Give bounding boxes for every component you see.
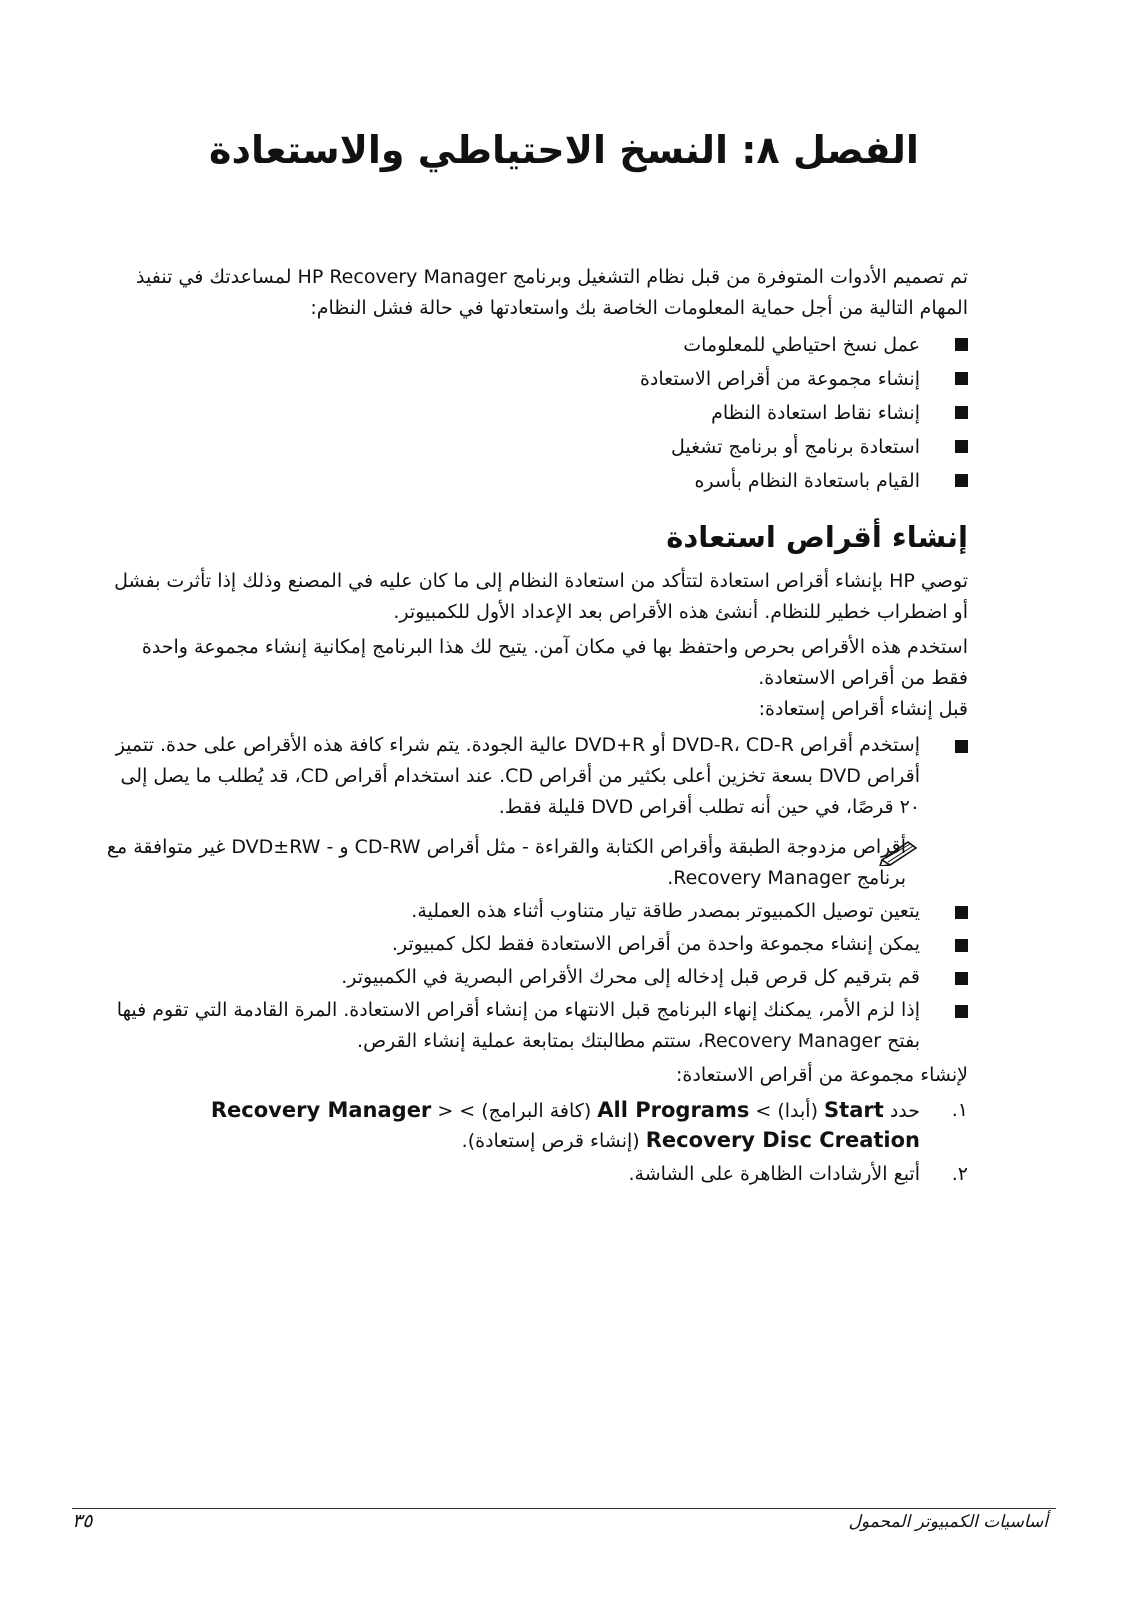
bullet-square-icon bbox=[955, 906, 968, 919]
bullet-square-icon bbox=[955, 474, 968, 487]
list-item: إستخدم أقراص DVD-R، CD-R أو DVD+R عالية الجودة. يتم شراء كافة هذه الأقراص على حدة. تتميز أقراص DVD بسعة تخزين أعلى بكثير من أقراص CD. عند استخدام أقراص CD، قد يُطلب ما يصل إلى ٢٠ قرصًا، في حين أنه تطلب أقراص DVD قليلة فقط. bbox=[110, 730, 968, 823]
steps-list bbox=[110, 1096, 968, 1193]
bullet-square-icon bbox=[955, 372, 968, 385]
usage-paragraph: استخدم هذه الأقراص بحرص واحتفظ بها في مكان آمن. يتيح لك هذا البرنامج إمكانية إنشاء مجموعة واحدة فقط من أقراص الاستعادة. bbox=[141, 636, 968, 689]
media-bullet-list bbox=[110, 730, 968, 823]
create-label: لإنشاء مجموعة من أقراص الاستعادة: bbox=[676, 1064, 968, 1086]
recovery-manager-label: Recovery Manager bbox=[210, 1098, 432, 1122]
page-number: ٣٥ bbox=[72, 1510, 93, 1532]
note-text: أقراص مزدوجة الطبقة وأقراص الكتابة والقراءة - مثل أقراص CD-RW و - DVD±RW غير متوافقة مع برنامج Recovery Manager. bbox=[106, 836, 906, 889]
bullet-square-icon bbox=[955, 740, 968, 753]
list-item: إنشاء نقاط استعادة النظام bbox=[110, 396, 968, 430]
list-item: قم بترقيم كل قرص قبل إدخاله إلى محرك الأقراص البصرية في الكمبيوتر. bbox=[110, 962, 968, 993]
bullet-square-icon bbox=[955, 972, 968, 985]
list-item: يتعين توصيل الكمبيوتر بمصدر طاقة تيار متناوب أثناء هذه العملية. bbox=[110, 896, 968, 927]
requirements-bullet-list bbox=[110, 896, 968, 1057]
footer-divider bbox=[72, 1508, 1056, 1509]
step-number: ٢. bbox=[951, 1163, 968, 1185]
recommendation-paragraph: توصي HP بإنشاء أقراص استعادة لتتأكد من استعادة النظام إلى ما كان عليه في المصنع وذلك إذا تأثرت بفشل أو اضطراب خطير للنظام. أنشئ هذه الأقراص بعد الإعداد الأول للكمبيوتر. bbox=[114, 570, 968, 623]
bullet-square-icon bbox=[955, 338, 968, 351]
start-menu-label: Start bbox=[824, 1098, 884, 1122]
bullet-square-icon bbox=[955, 406, 968, 419]
list-item: إنشاء مجموعة من أقراص الاستعادة bbox=[110, 362, 968, 396]
step-number: ١. bbox=[951, 1099, 968, 1121]
intro-paragraph: تم تصميم الأدوات المتوفرة من قبل نظام التشغيل وبرنامج HP Recovery Manager لمساعدتك في تنفيذ المهام التالية من أجل حماية المعلومات الخاصة بك واستعادتها في حالة فشل النظام: bbox=[136, 266, 968, 319]
section-title: إنشاء أقراص استعادة bbox=[666, 520, 968, 554]
list-item: إذا لزم الأمر، يمكنك إنهاء البرنامج قبل الانتهاء من إنشاء أقراص الاستعادة. المرة القادمة التي تقوم فيها بفتح Recovery Manager، ستتم مطالبتك بمتابعة عملية إنشاء القرص. bbox=[110, 995, 968, 1057]
footer-book-title: أساسيات الكمبيوتر المحمول bbox=[848, 1512, 1048, 1532]
bullet-square-icon bbox=[955, 939, 968, 952]
all-programs-label: All Programs bbox=[597, 1098, 750, 1122]
list-item: يمكن إنشاء مجموعة واحدة من أقراص الاستعادة فقط لكل كمبيوتر. bbox=[110, 929, 968, 960]
bullet-square-icon bbox=[955, 440, 968, 453]
chapter-title: الفصل ٨: النسخ الاحتياطي والاستعادة bbox=[209, 128, 919, 172]
intro-bullet-list bbox=[110, 328, 968, 498]
recovery-disc-creation-label: Recovery Disc Creation bbox=[645, 1128, 920, 1152]
step-item: ١. حدد Start (أبدا) > All Programs (كافة البرامج) > Recovery Manager > Recovery Disc Creation (إنشاء قرص إستعادة). bbox=[210, 1098, 968, 1152]
list-item: القيام باستعادة النظام بأسره bbox=[110, 464, 968, 498]
before-label: قبل إنشاء أقراص إستعادة: bbox=[758, 698, 968, 720]
bullet-square-icon bbox=[955, 1005, 968, 1018]
step-item: ٢. أتبع الأرشادات الظاهرة على الشاشة. bbox=[110, 1160, 968, 1189]
list-item: عمل نسخ احتياطي للمعلومات bbox=[110, 328, 968, 362]
list-item: استعادة برنامج أو برنامج تشغيل bbox=[110, 430, 968, 464]
